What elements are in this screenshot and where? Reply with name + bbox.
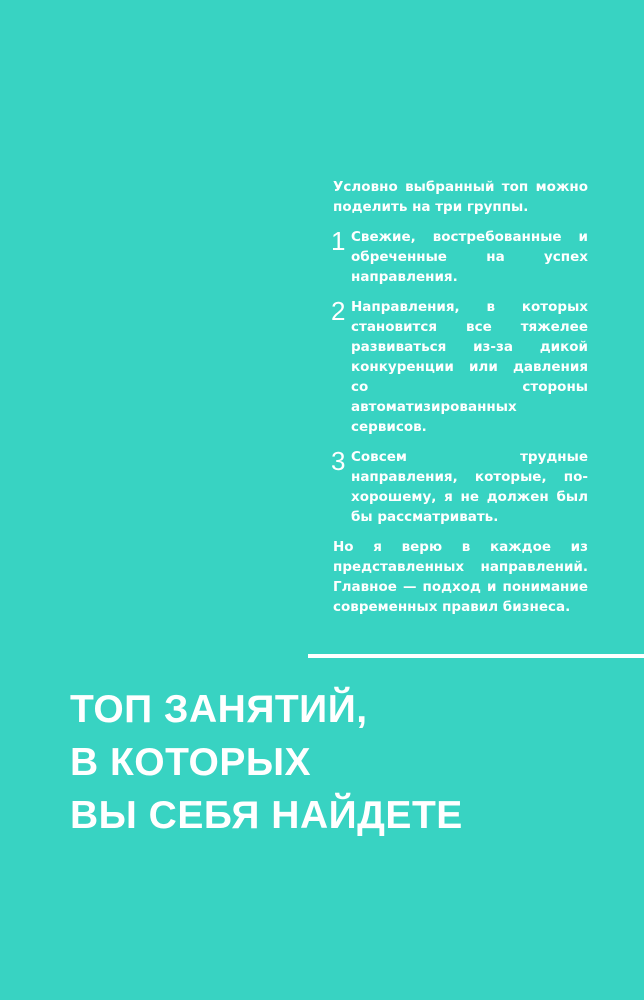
closing-paragraph: Но я верю в каждое из представленных направлений. Главное — подход и понимание современных правил бизнеса. [333,539,588,615]
chapter-title [70,683,630,842]
body-text-column [333,177,588,617]
group-item-2 [333,297,588,437]
group-number-1: 1 [331,226,346,256]
group-text-2: Направления, в которых становится все тяжелее развиваться из-за дикой конкуренции или давления со стороны автоматизированных сервисов. [351,299,588,435]
intro-paragraph: Условно выбранный топ можно поделить на три группы. [333,179,588,215]
group-item-1 [333,227,588,287]
chapter-title-line-2: В КОТОРЫХ [70,741,312,784]
group-number-3: 3 [331,446,346,476]
group-item-3 [333,447,588,527]
chapter-title-line-3: ВЫ СЕБЯ НАЙДЕТЕ [70,794,463,837]
group-text-3: Совсем трудные направления, которые, по-хорошему, я не должен был бы рассматривать. [351,449,588,525]
chapter-title-line-1: ТОП ЗАНЯТИЙ, [70,688,368,731]
group-text-1: Свежие, востребованные и обреченные на успех направления. [351,229,588,285]
group-number-2: 2 [331,296,346,326]
section-divider [308,654,644,658]
